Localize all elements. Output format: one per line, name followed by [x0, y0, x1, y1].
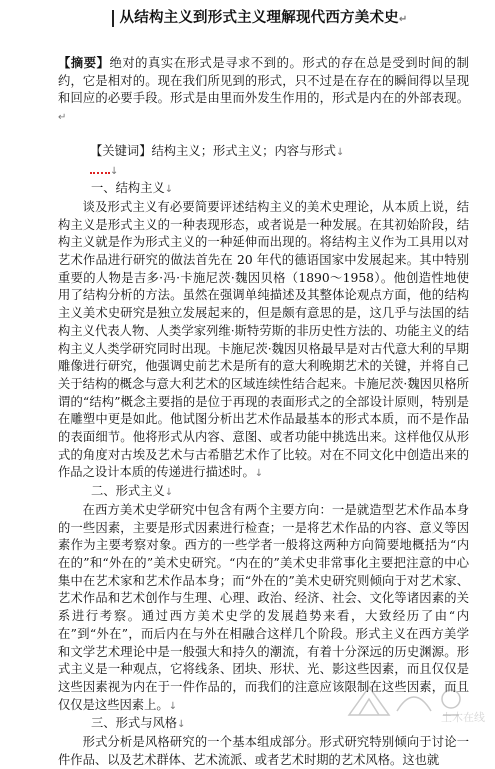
line-break-icon: ↓: [254, 468, 264, 480]
line-break-icon: ↓: [168, 700, 178, 712]
watermark-text: 土木在线: [441, 711, 485, 724]
section-3-heading: [58, 715, 469, 734]
section-2-paragraph: [58, 502, 469, 715]
paragraph-mark-icon: ↵: [398, 14, 408, 25]
keywords-text: 结构主义；形式主义；内容与形式: [151, 143, 336, 158]
section-3-paragraph-text: 形式分析是风格研究的一个基本组成部分。形式研究特别倾向于讨论一件作品、以及艺术群体、艺术流派、或者艺术时期的艺术风格。这也就: [58, 735, 469, 767]
spellcheck-squiggle-icon: [90, 166, 110, 174]
abstract-text: 绝对的真实在形式是寻求不到的。形式的存在总是受到时间的制约，它是相对的。现在我们所见到的形式，只不过是在存在的瞬间得以呈现和回应的必要手段。形式是由里而外发生作用的，形式是内在的外部表现。: [58, 56, 469, 106]
empty-line: [58, 162, 469, 181]
abstract-label: 【摘要】: [58, 55, 110, 70]
document-title: [58, 8, 469, 30]
section-1-heading: [58, 180, 469, 199]
section-3-heading-text: 三、形式与风格: [91, 716, 178, 731]
section-1-paragraph: [58, 199, 469, 483]
abstract-paragraph: [58, 54, 469, 127]
section-1-heading-text: 一、结构主义: [91, 181, 165, 196]
section-2-heading: [58, 483, 469, 502]
line-break-icon: ↓: [335, 146, 345, 158]
line-break-icon: ↓: [164, 184, 174, 196]
text-cursor: [112, 10, 114, 27]
keywords-paragraph: [58, 143, 469, 162]
paragraph-mark-icon: ↵: [58, 112, 67, 124]
keywords-label: 【关键词】: [90, 143, 152, 158]
line-break-icon: ↓: [164, 487, 174, 499]
section-2-heading-text: 二、形式主义: [91, 484, 165, 499]
line-break-icon: ↓: [177, 719, 186, 731]
section-2-paragraph-text: 在西方美术史学研究中包含有两个主要方向：一是就造型艺术作品本身的一些因素，主要是形式因素进行检查；一是将艺术作品的内容、意义等因素作为主要考察对象。西方的一些学者一般将这两种方向简要地概括为“内在的”和“外在的”美术史研究。“内在的”美术史非常事化主要把注意的中心集中在艺术家和艺术作品本身；而“外在的”美术史研究则倾向于对艺术家、艺术作品和艺术创作与生理、心理、政治、经济、社会、文化等诸因素的关系进行考察。通过西方美术史学的发展趋势来看，大致经历了由“内在”到“外在”，而后内在与外在相融合这样几个阶段。形式主义在西方美学和文学艺术理论中是一般强大和持久的潮流，有着十分深远的历史渊源。形式主义是一种观点，它将线条、团块、形状、光、影这些因素，而且仅仅是这些因素视为内在于一件作品的，而我们的注意应该限制在这些因素，而且仅仅是这些因素上。: [58, 502, 469, 712]
section-1-paragraph-text: 谈及形式主义有必要简要评述结构主义的美术史理论，从本质上说，结构主义是形式主义的一种表现形态，或者说是一种发展。在其初始阶段，结构主义就是作为形式主义的一种延伸而出现的。将结构主义作为工具用以对艺术作品进行研究的做法首先在 20 年代的德语国家中发展起来。其中特别重要的人物是吉多·冯·卡施尼茨·魏因贝格（1890～1958）。他创造性地使用了结构分析的方法。虽然在强调单纯描述及其整体论观点方面，他的结构主义美术史研究是独立发展起来的，但是颇有意思的是，这几乎与法国的结构主义代表人物、人类学家列维·斯特劳斯的非历史性方法的、功能主义的结构主义人类学研究同时出现。卡施尼茨·魏因贝格最早是对古代意大利的早期雕像进行研究，他强调史前艺术是所有的意大利晚期艺术的关键，并将自己关于结构的概念与意大利艺术的区域连续性结合起来。卡施尼茨·魏因贝格所谓的“结构”概念主要指的是位于再现的表面形式之的全部设计原则，特别是在雕塑中更是如此。他试图分析出艺术作品最基本的形式本质，而不是作品的表面细节。他将形式从内容、意图、或者功能中挑选出来。这样他仅从形式的角度对古埃及艺术与古希腊艺术作了比较。对在不同文化中创造出来的作品之设计本质的传递进行描述时。: [58, 199, 469, 480]
section-3-paragraph: [58, 734, 469, 769]
title-text: 从结构主义到形式主义理解现代西方美术史: [119, 9, 399, 26]
line-break-icon: ↓: [110, 165, 119, 177]
